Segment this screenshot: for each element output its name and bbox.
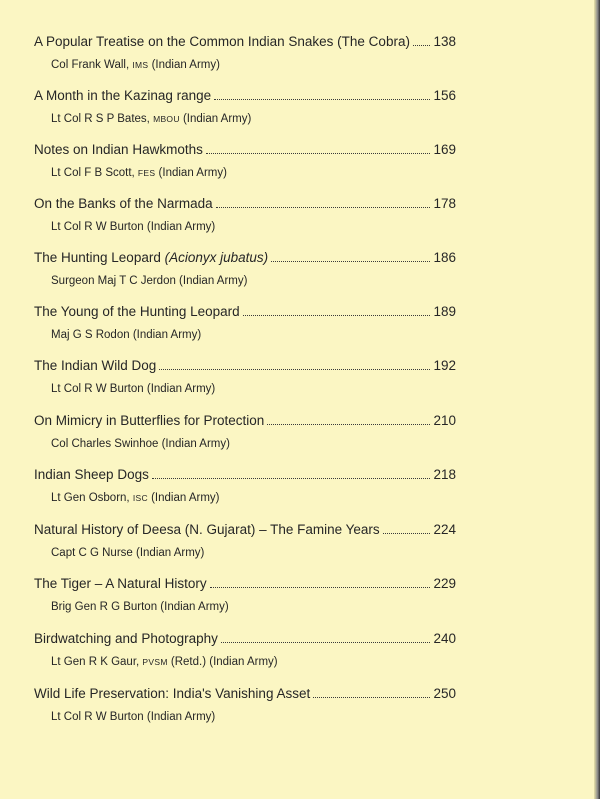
toc-entry [34, 196, 456, 234]
toc-entry [34, 631, 456, 669]
entry-title: Indian Sheep Dogs [34, 467, 149, 482]
entry-author: Capt C G Nurse (Indian Army) [51, 547, 205, 559]
entry-title: The Indian Wild Dog [34, 358, 157, 373]
entry-title: On Mimicry in Butterflies for Protection [34, 413, 265, 428]
entry-author: Lt Col R W Burton (Indian Army) [51, 221, 216, 233]
dot-leader [210, 576, 431, 588]
page-number: 156 [433, 88, 456, 103]
toc-entry [34, 88, 456, 126]
entry-title: The Young of the Hunting Leopard [34, 304, 240, 319]
entry-title: A Popular Treatise on the Common Indian Snakes (The Cobra) [34, 34, 410, 49]
toc-entry [34, 304, 456, 342]
entry-author: Col Frank Wall, IMS (Indian Army) [51, 59, 220, 71]
page-number: 178 [433, 196, 456, 211]
dot-leader [243, 304, 431, 316]
dot-leader [206, 142, 431, 154]
entry-author: Maj G S Rodon (Indian Army) [51, 329, 202, 341]
page-number: 169 [433, 142, 456, 157]
entry-author: Lt Col F B Scott, FES (Indian Army) [51, 167, 227, 179]
entry-author: Lt Gen Osborn, ISC (Indian Army) [51, 492, 220, 504]
toc-entry [34, 142, 456, 180]
dot-leader [152, 467, 431, 479]
page-number: 240 [433, 631, 456, 646]
entry-title: On the Banks of the Narmada [34, 196, 213, 211]
page-edge-shadow [594, 0, 600, 799]
toc-entry [34, 522, 456, 560]
toc-entry [34, 686, 456, 724]
entry-title: Wild Life Preservation: India's Vanishing Asset [34, 686, 311, 701]
entry-title: The Hunting Leopard (Acionyx jubatus) [34, 250, 269, 265]
toc-entry [34, 576, 456, 614]
entry-title: A Month in the Kazinag range [34, 88, 212, 103]
dot-leader [216, 196, 431, 208]
dot-leader [383, 522, 431, 534]
page-number: 189 [433, 304, 456, 319]
entry-author: Lt Col R S P Bates, MBOU (Indian Army) [51, 113, 252, 125]
dot-leader [413, 34, 431, 46]
page-number: 186 [433, 250, 456, 265]
toc-entry [34, 358, 456, 396]
page-number: 138 [433, 34, 456, 49]
page-number: 218 [433, 467, 456, 482]
dot-leader [267, 413, 430, 425]
entry-title: Birdwatching and Photography [34, 631, 218, 646]
entry-author: Lt Col R W Burton (Indian Army) [51, 383, 216, 395]
species-name: (Acionyx jubatus) [164, 250, 269, 265]
toc-entry [34, 413, 456, 451]
toc-entry [34, 250, 456, 288]
page-number: 192 [433, 358, 456, 373]
toc-entry [34, 467, 456, 505]
entry-author: Col Charles Swinhoe (Indian Army) [51, 438, 230, 450]
page-number: 224 [433, 522, 456, 537]
entry-title: Notes on Indian Hawkmoths [34, 142, 203, 157]
dot-leader [214, 88, 430, 100]
entry-author: Brig Gen R G Burton (Indian Army) [51, 601, 229, 613]
entry-author: Surgeon Maj T C Jerdon (Indian Army) [51, 275, 248, 287]
entry-title: The Tiger – A Natural History [34, 576, 207, 591]
entry-author: Lt Gen R K Gaur, PVSM (Retd.) (Indian Army) [51, 656, 278, 668]
dot-leader [313, 686, 430, 698]
toc-entry [34, 34, 456, 72]
page-number: 229 [433, 576, 456, 591]
page-number: 250 [433, 686, 456, 701]
dot-leader [159, 358, 430, 370]
entry-author: Lt Col R W Burton (Indian Army) [51, 711, 216, 723]
dot-leader [271, 250, 430, 262]
dot-leader [221, 631, 431, 643]
page-number: 210 [433, 413, 456, 428]
entry-title: Natural History of Deesa (N. Gujarat) – The Famine Years [34, 522, 380, 537]
